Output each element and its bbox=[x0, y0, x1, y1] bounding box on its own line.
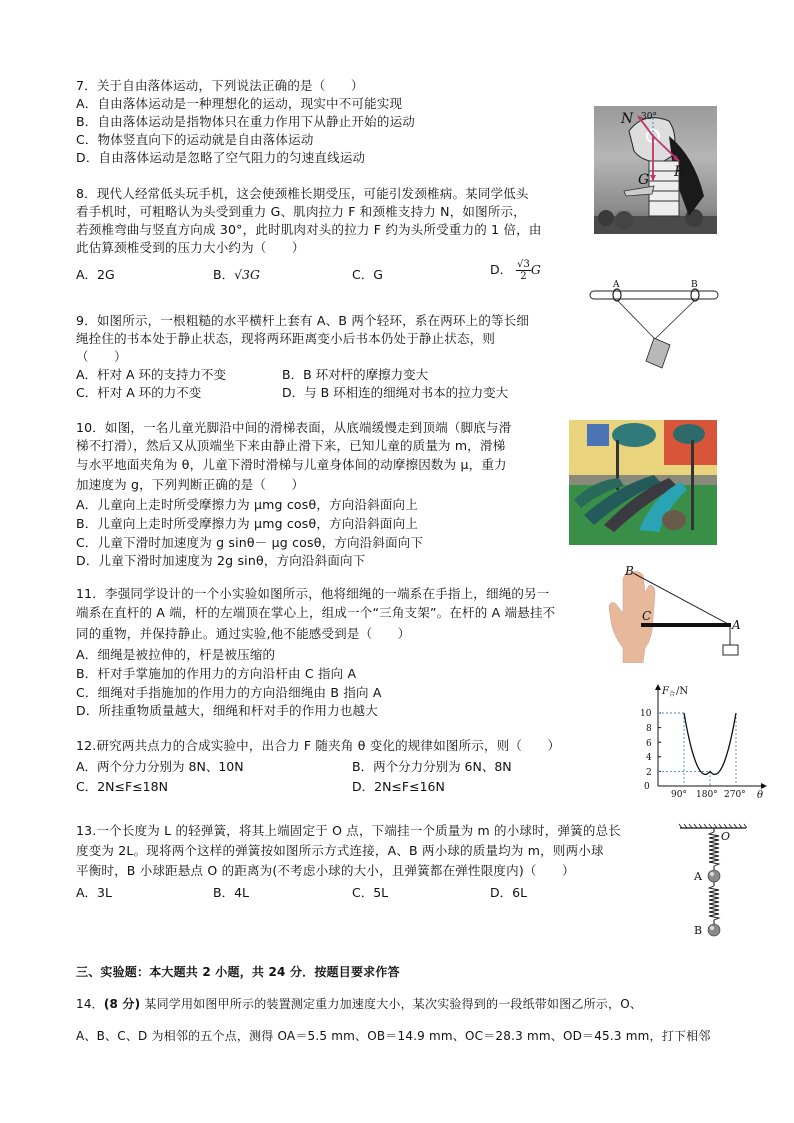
q7-option-c: C．物体竖直向下的运动就是自由落体运动 bbox=[76, 132, 314, 147]
q10-stem-line-1: 10．如图，一名儿童光脚沿中间的滑梯表面，从底端缓慢走到顶端（脚底与滑 bbox=[76, 420, 512, 435]
label-c: C bbox=[642, 609, 652, 623]
q10-stem-line-2: 梯不打滑），然后又从顶端坐下来由静止滑下来，已知儿童的质量为 m，滑梯 bbox=[76, 438, 506, 453]
neck-force-photo bbox=[594, 106, 717, 234]
label-a: A bbox=[613, 280, 620, 290]
y-axis-sub: 合 bbox=[669, 691, 676, 698]
y-tick-8: 8 bbox=[646, 724, 652, 734]
label-30deg: 30° bbox=[641, 112, 657, 122]
label-o: O bbox=[721, 830, 731, 843]
label-b: B bbox=[691, 280, 698, 290]
girl-phone-illustration bbox=[594, 106, 717, 234]
q9-stem-line-1: 9．如图所示，一根粗糙的水平横杆上套有 A、B 两个轻环，系在两环上的等长细 bbox=[76, 313, 530, 328]
rings-book-diagram bbox=[584, 278, 724, 376]
q12-option-a: A．两个分力分别为 8N、10N bbox=[76, 759, 244, 774]
y-axis-label: F bbox=[662, 686, 669, 697]
q8-option-d: D． $\frac{√3}{2}$ G bbox=[490, 259, 541, 282]
q11-option-c: C．细绳对手指施加的作用力的方向沿细绳由 B 指向 A bbox=[76, 685, 382, 700]
fraction: $\frac{√3}{2}$ bbox=[517, 259, 530, 282]
q7-option-b: B．自由落体运动是指物体只在重力作用下从静止开始的运动 bbox=[76, 114, 415, 129]
q7-stem: 7．关于自由落体运动，下列说法正确的是（ ） bbox=[76, 78, 364, 93]
q10-option-b: B．儿童向上走时所受摩擦力为 μmg cosθ，方向沿斜面向上 bbox=[76, 516, 418, 531]
q13-option-b: B．4L bbox=[213, 885, 249, 900]
q9-option-a: A．杆对 A 环的支持力不变 bbox=[76, 367, 227, 382]
q12-option-d: D．2N≤F≤16N bbox=[352, 779, 445, 794]
q8-option-a: A．2G bbox=[76, 267, 115, 282]
q10-stem-line-4: 加速度为 g，下列判断正确的是（ ） bbox=[76, 477, 305, 492]
q10-option-c: C．儿童下滑时加速度为 g sinθ－ μg cosθ，方向沿斜面向下 bbox=[76, 535, 424, 550]
spring-system-diagram bbox=[676, 820, 756, 943]
q8-option-c: C．G bbox=[352, 267, 383, 282]
q13-option-d: D．6L bbox=[490, 885, 528, 900]
y-tick-0: 0 bbox=[644, 782, 650, 792]
q9-option-b: B．B 环对杆的摩擦力变大 bbox=[282, 367, 429, 382]
q11-option-d: D．所挂重物质量越大，细绳和杆对手的作用力也越大 bbox=[76, 703, 378, 718]
q9-option-c: C．杆对 A 环的力不变 bbox=[76, 385, 202, 400]
force-angle-chart bbox=[626, 678, 771, 801]
q8-stem-line-4: 此估算颈椎受到的压力大小约为（ ） bbox=[76, 240, 305, 255]
hand-triangle-bracket-diagram bbox=[603, 563, 743, 666]
label-a: A bbox=[694, 870, 702, 883]
y-tick-4: 4 bbox=[646, 753, 652, 763]
section-title: 三、实验题：本大题共 2 小题，共 24 分．按题目要求作答 bbox=[76, 965, 400, 979]
q11-stem-line-1: 11．李强同学设计的一个小实验如图所示，他将细绳的一端系在手指上，细绳的另一 bbox=[76, 586, 550, 601]
label-g: G bbox=[638, 172, 650, 188]
q14-line-1: 14．(8 分) 某同学用如图甲所示的装置测定重力加速度大小，某次实验得到的一段纸带如图乙所示，O、 bbox=[76, 997, 643, 1011]
q11-option-a: A．细绳是被拉伸的，杆是被压缩的 bbox=[76, 647, 276, 662]
q8-option-b: B．√3G bbox=[213, 267, 260, 282]
q12-stem: 12.研究两共点力的合成实验中，出合力 F 随夹角 θ 变化的规律如图所示，则（ ） bbox=[76, 738, 561, 753]
y-tick-6: 6 bbox=[646, 739, 652, 749]
q8-stem-line-3: 若颈椎弯曲与竖直方向成 30°，此时肌肉对头的拉力 F 约为头所受重力的 1 倍，由 bbox=[76, 222, 542, 237]
q9-option-d: D．与 B 环相连的细绳对书本的拉力变大 bbox=[282, 385, 509, 400]
q8-stem-line-2: 看手机时，可粗略认为头受到重力 G、肌肉拉力 F 和颈椎支持力 N，如图所示， bbox=[76, 204, 526, 219]
q7-option-a: A．自由落体运动是一种理想化的运动，现实中不可能实现 bbox=[76, 96, 403, 111]
q13-option-c: C．5L bbox=[352, 885, 389, 900]
q13-stem-line-2: 度变为 2L。现将两个这样的弹簧按如图所示方式连接，A、B 两小球的质量均为 m，则两小球 bbox=[76, 843, 604, 858]
label-n: N bbox=[621, 111, 634, 127]
playground-slide-photo bbox=[569, 420, 717, 545]
q10-stem-line-3: 与水平地面夹角为 θ，儿童下滑时滑梯与儿童身体间的动摩擦因数为 μ，重力 bbox=[76, 457, 507, 472]
q14-line-2: A、B、C、D 为相邻的五个点，测得 OA＝5.5 mm、OB＝14.9 mm、OC＝28.3 mm、OD＝45.3 mm，打下相邻 bbox=[76, 1029, 711, 1043]
x-tick-90: 90° bbox=[671, 790, 687, 798]
y-tick-10: 10 bbox=[640, 709, 652, 719]
q9-stem-line-3: （ ） bbox=[76, 349, 127, 364]
x-axis-label: θ bbox=[757, 790, 764, 798]
y-tick-2: 2 bbox=[646, 768, 652, 778]
q11-option-b: B．杆对手掌施加的作用力的方向沿杆由 C 指向 A bbox=[76, 666, 357, 681]
label-f: F bbox=[674, 164, 684, 180]
q10-option-a: A．儿童向上走时所受摩擦力为 μmg cosθ，方向沿斜面向上 bbox=[76, 497, 418, 512]
q13-stem-line-3: 平衡时，B 小球距悬点 O 的距离为(不考虑小球的大小，且弹簧都在弹性限度内)（ ） bbox=[76, 863, 575, 878]
q11-stem-line-3: 同的重物，并保持静止。通过实验,他不能感受到是（ ） bbox=[76, 626, 411, 641]
label-b: B bbox=[625, 564, 634, 578]
q13-stem-line-1: 13.一个长度为 L 的轻弹簧，将其上端固定于 O 点，下端挂一个质量为 m 的小球时，弹簧的总长 bbox=[76, 823, 622, 838]
q11-stem-line-2: 端系在直杆的 A 端，杆的左端顶在掌心上，组成一个“三角支架”。在杆的 A 端悬挂不 bbox=[76, 605, 556, 620]
y-axis-unit: /N bbox=[676, 686, 689, 697]
label-b: B bbox=[694, 924, 703, 937]
q9-stem-line-2: 绳拴住的书本处于静止状态，现将两环距离变小后书本仍处于静止状态，则 bbox=[76, 331, 496, 346]
q12-option-b: B．两个分力分别为 6N、8N bbox=[352, 759, 512, 774]
q10-option-d: D．儿童下滑时加速度为 2g sinθ，方向沿斜面向下 bbox=[76, 553, 366, 568]
x-tick-270: 270° bbox=[724, 790, 746, 798]
x-tick-180: 180° bbox=[696, 790, 718, 798]
label-a: A bbox=[732, 618, 741, 632]
q13-option-a: A．3L bbox=[76, 885, 112, 900]
q7-option-d: D．自由落体运动是忽略了空气阻力的匀速直线运动 bbox=[76, 150, 366, 165]
q12-option-c: C．2N≤F≤18N bbox=[76, 779, 168, 794]
q8-stem-line-1: 8．现代人经常低头玩手机，这会使颈椎长期受压，可能引发颈椎病。某同学低头 bbox=[76, 186, 529, 201]
